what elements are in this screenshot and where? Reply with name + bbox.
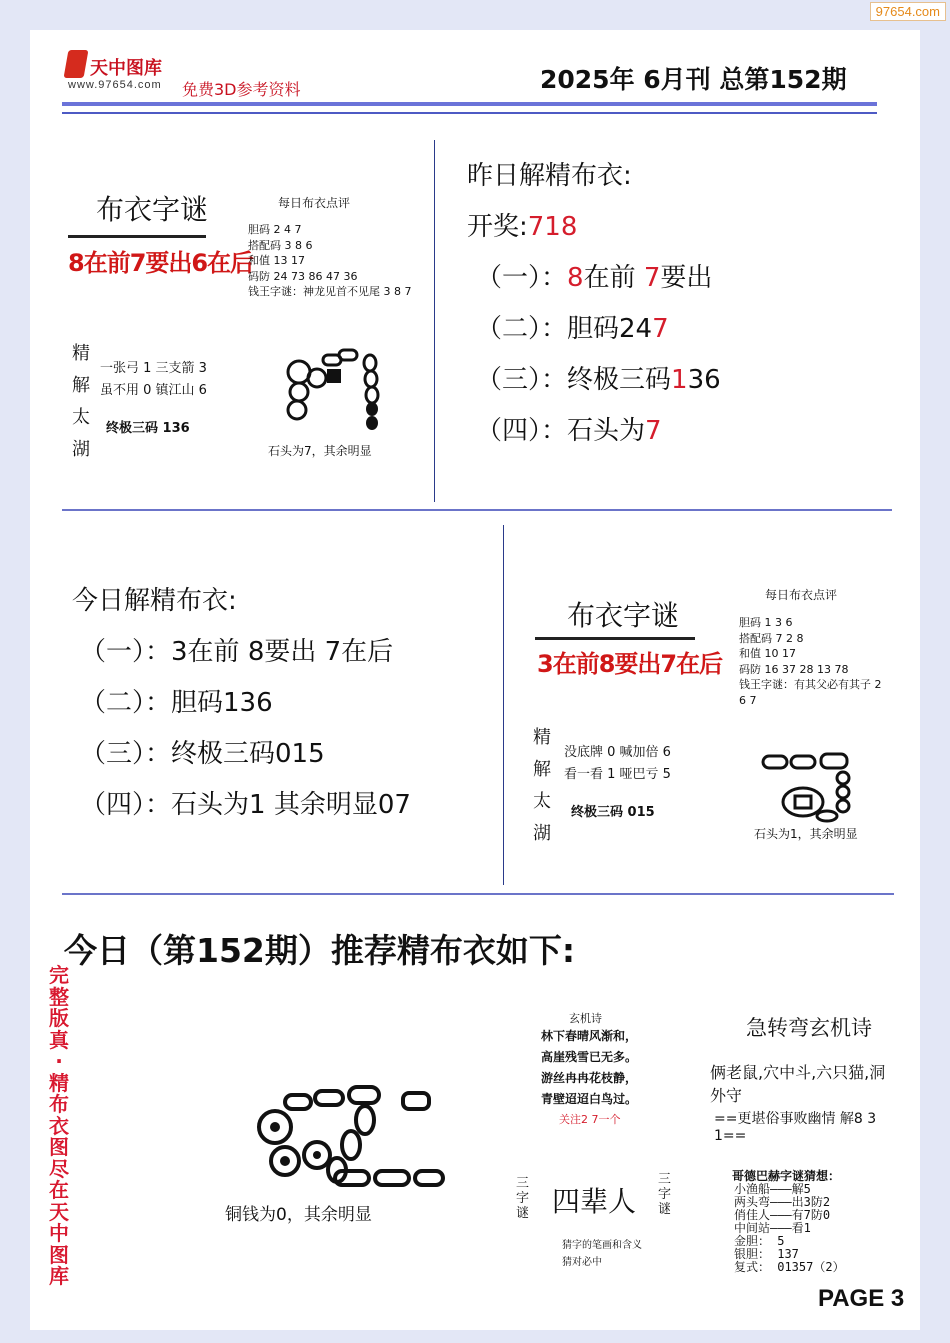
item-text: 终极三码015 xyxy=(171,739,325,769)
draw-value: 718 xyxy=(527,212,578,242)
side-char: 解 xyxy=(533,759,551,780)
item-number: （三）： xyxy=(80,739,172,769)
highlight-digit: 7 xyxy=(652,314,669,344)
section-divider xyxy=(62,509,892,511)
item-text: 胆码136 xyxy=(171,688,273,718)
review-line: 胆码 2 4 7 xyxy=(248,223,302,236)
item-number: （三）： xyxy=(476,365,568,395)
review-lines xyxy=(248,222,412,300)
item-text: 要出 xyxy=(660,263,713,293)
teaser-title: 急转弯玄机诗 xyxy=(746,1016,872,1040)
riddle-word: 四辈人 xyxy=(552,1185,637,1218)
today-item xyxy=(80,784,411,835)
puzzle-big-text: 3在前8要出7在后 xyxy=(537,650,723,678)
page-number: PAGE 3 xyxy=(818,1285,905,1312)
yesterday-item xyxy=(476,359,721,410)
poem-line: 游丝冉冉花枝静， xyxy=(541,1071,638,1085)
riddle-note: 猜对必中 xyxy=(562,1257,602,1268)
draw-label: 开奖: xyxy=(467,212,528,242)
side-label xyxy=(72,338,92,466)
item-number: （一）： xyxy=(80,637,172,667)
poem-title: 玄机诗 xyxy=(569,1012,602,1025)
item-text: 石头为1 其余明显07 xyxy=(171,790,411,820)
goldbach-image xyxy=(730,1165,885,1275)
side-char: 精 xyxy=(533,727,551,748)
item-number: （四）： xyxy=(80,790,172,820)
riddle-label-left: 三字谜 xyxy=(516,1176,530,1221)
teaser-line: 俩老鼠,穴中斗,六只猫,洞外守 xyxy=(710,1063,886,1105)
teaser-line: ==更堪俗事败幽情 解8 3 1== xyxy=(714,1111,877,1144)
today-item xyxy=(80,631,411,682)
header-rule-thin xyxy=(62,112,877,114)
goldbach-line: 俏佳人———有7防0 xyxy=(734,1208,831,1222)
today-item xyxy=(80,682,411,733)
poem-line: 青壁迢迢白鸟过。 xyxy=(541,1092,638,1106)
hint-line: 一张弓 1 三支箭 3 xyxy=(100,361,207,376)
highlight-digit: 1 xyxy=(671,365,688,395)
review-line: 码防 24 73 86 47 36 xyxy=(248,269,358,283)
review-line: 和值 10 17 xyxy=(739,647,796,660)
side-label xyxy=(533,722,553,850)
item-text: 终极三码 xyxy=(567,365,672,395)
goldbach-line: 银胆： 137 xyxy=(734,1247,799,1261)
yesterday-item xyxy=(476,257,721,308)
riddle-image xyxy=(512,1170,682,1270)
image-caption: 石头为1，其余明显 xyxy=(754,827,858,841)
puzzle-title: 布衣字谜 xyxy=(96,193,209,226)
item-number: （二）： xyxy=(80,688,172,718)
review-lines xyxy=(739,615,887,708)
poem-line: 林下春晴风渐和， xyxy=(541,1029,638,1043)
item-text: 36 xyxy=(687,365,721,395)
highlight-digit: 7 xyxy=(643,263,661,293)
tagline: 免费3D参考资料 xyxy=(182,80,301,99)
review-line: 搭配码 3 8 6 xyxy=(248,238,313,252)
side-char: 湖 xyxy=(72,439,90,460)
review-line: 和值 13 17 xyxy=(248,254,305,267)
side-char: 精 xyxy=(72,343,90,364)
hint-line: 没底牌 0 喊加倍 6 xyxy=(564,745,671,760)
issue-title: 2025年 6月刊 总第152期 xyxy=(540,65,847,94)
goldbach-line: 复式： 01357（2） xyxy=(734,1260,845,1274)
coin-puzzle-image xyxy=(215,1070,445,1230)
review-line: 搭配码 7 2 8 xyxy=(739,631,804,645)
coins-illustration xyxy=(245,1075,445,1190)
review-line: 胆码 1 3 6 xyxy=(739,616,793,629)
item-text: 在前 xyxy=(583,263,644,293)
item-text: 石头为 xyxy=(567,416,646,446)
image-caption: 石头为7，其余明显 xyxy=(268,444,372,458)
side-char: 太 xyxy=(533,791,551,812)
side-char: 解 xyxy=(72,375,90,396)
review-line: 码防 16 37 28 13 78 xyxy=(739,662,849,676)
side-char: 湖 xyxy=(533,823,551,844)
stones-coins-illustration xyxy=(757,750,862,825)
review-line: 钱王字谜：神龙见首不见尾 3 8 7 xyxy=(248,285,412,298)
title-underline xyxy=(68,235,206,238)
goldbach-line: 金胆： 5 xyxy=(734,1234,785,1248)
item-number: （二）： xyxy=(476,314,568,344)
hint-lines xyxy=(564,742,671,786)
final-three-codes: 终极三码 136 xyxy=(106,421,190,436)
highlight-digit: 7 xyxy=(645,416,662,446)
item-number: （一）： xyxy=(476,263,568,293)
promo-vertical-text: 完整版真·精布衣图尽在天中图库 xyxy=(49,963,69,1288)
hint-line: 看一看 1 哑巴亏 5 xyxy=(564,767,671,782)
final-three-codes: 终极三码 015 xyxy=(571,805,655,820)
riddle-label-right: 三字谜 xyxy=(658,1172,672,1217)
draw-result xyxy=(467,206,577,243)
image-caption: 铜钱为0，其余明显 xyxy=(225,1205,372,1225)
site-watermark[interactable]: 97654.com xyxy=(870,2,946,21)
logo-name: 天中图库 xyxy=(90,58,162,79)
yesterday-item xyxy=(476,308,721,359)
yesterday-item xyxy=(476,410,721,461)
column-divider xyxy=(503,525,504,885)
hint-line: 虽不用 0 镇江山 6 xyxy=(100,383,207,398)
goldbach-line: 两头弯———出3防2 xyxy=(734,1195,831,1209)
yesterday-puzzle-image xyxy=(62,180,422,480)
today-items xyxy=(80,631,411,835)
puzzle-big-text: 8在前7要出6在后 xyxy=(68,249,254,277)
section-divider xyxy=(62,893,894,895)
recommend-heading: 今日（第152期）推荐精布衣如下: xyxy=(64,931,576,970)
goldbach-line: 中间站———看1 xyxy=(734,1221,811,1235)
goldbach-line: 小渔船———解5 xyxy=(734,1182,811,1196)
today-heading: 今日解精布衣: xyxy=(72,586,237,616)
puzzle-title: 布衣字谜 xyxy=(567,599,680,632)
item-number: （四）： xyxy=(476,416,568,446)
item-text: 胆码24 xyxy=(567,314,653,344)
yesterday-heading: 昨日解精布衣: xyxy=(467,161,632,191)
review-title: 每日布衣点评 xyxy=(765,588,838,602)
today-puzzle-image xyxy=(527,580,887,850)
hint-lines xyxy=(100,358,207,402)
logo-url[interactable]: www.97654.com xyxy=(68,79,162,91)
poem-line: 高崖残雪已无多。 xyxy=(541,1050,638,1064)
poem-image xyxy=(535,1008,660,1133)
item-text: 3在前 8要出 7在后 xyxy=(171,637,394,667)
header-rule xyxy=(62,102,877,106)
review-title: 每日布衣点评 xyxy=(278,196,351,210)
goldbach-lines xyxy=(734,1183,845,1274)
side-char: 太 xyxy=(72,407,90,428)
riddle-note: 猜字的笔画和含义 xyxy=(562,1240,642,1251)
goldbach-title: 哥德巴赫字谜猜想： xyxy=(732,1169,841,1183)
stones-coins-illustration xyxy=(277,345,387,435)
today-item xyxy=(80,733,411,784)
brain-teaser-image xyxy=(706,1010,886,1144)
title-underline xyxy=(535,637,695,640)
yesterday-items xyxy=(476,257,721,461)
highlight-digit: 8 xyxy=(567,263,584,293)
poem-note: 关注2 7一个 xyxy=(559,1113,621,1126)
review-line: 钱王字谜：有其父必有其子 2 6 7 xyxy=(739,678,882,707)
poem-lines xyxy=(541,1026,637,1110)
column-divider xyxy=(434,140,435,502)
